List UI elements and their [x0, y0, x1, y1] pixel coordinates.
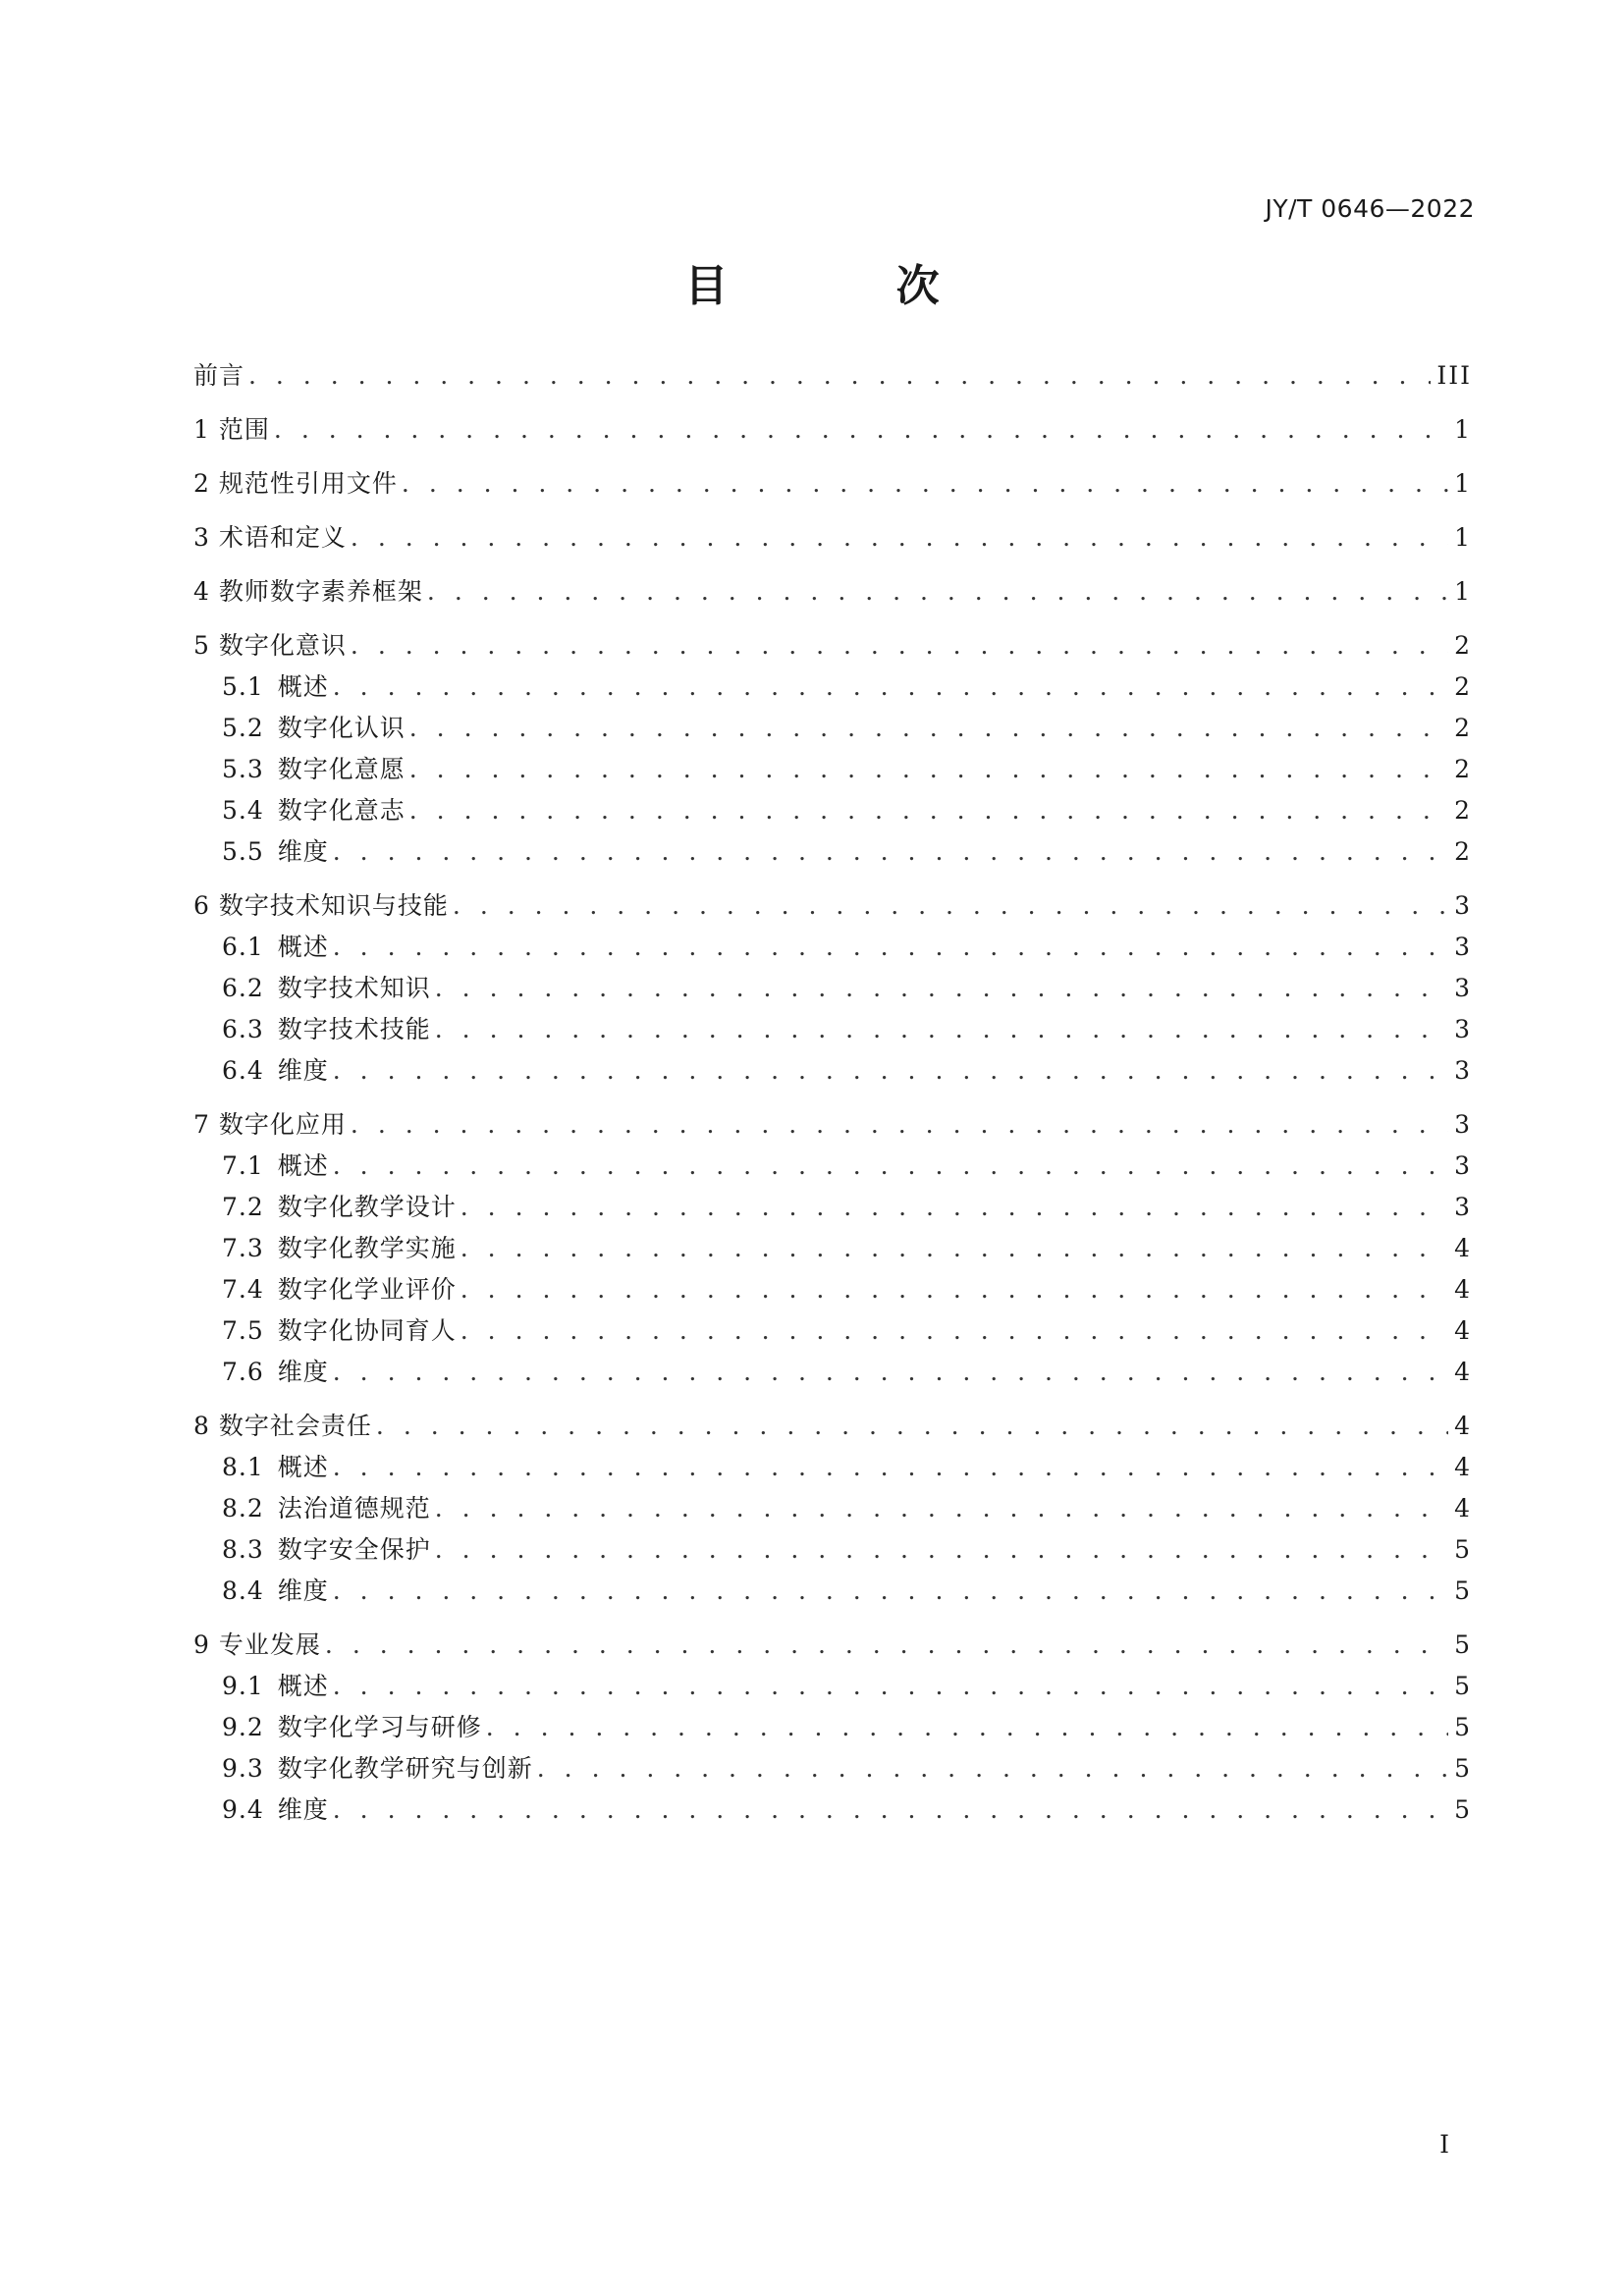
- toc-entry-page: 5: [1454, 1576, 1472, 1605]
- toc-entry-page: 5: [1454, 1672, 1472, 1700]
- toc-dot-leader: [460, 1234, 1448, 1263]
- toc-entry-label: 维度: [277, 1795, 329, 1824]
- toc-dot-leader: [325, 1630, 1448, 1660]
- toc-dot-leader: [333, 1056, 1448, 1086]
- toc-entry-page: 1: [1454, 523, 1472, 552]
- toc-entry[interactable]: [193, 1494, 1472, 1523]
- toc-entry-label: 法治道德规范: [277, 1494, 431, 1522]
- toc-entry-number: 7.1: [222, 1151, 264, 1180]
- toc-entry-number: 6.3: [222, 1015, 264, 1043]
- toc-entry-page: 3: [1454, 1110, 1472, 1139]
- toc-entry-label: 概述: [277, 1453, 329, 1481]
- toc-entry-label: 数字化意志: [277, 796, 406, 825]
- toc-entry-label: 数字技术技能: [277, 1015, 431, 1043]
- toc-entry[interactable]: [193, 1412, 1472, 1441]
- toc-entry-number: 5.1: [222, 672, 264, 701]
- toc-entry-page: 3: [1454, 1056, 1472, 1085]
- toc-entry[interactable]: [193, 714, 1472, 743]
- toc-entry-page: 4: [1454, 1275, 1472, 1304]
- toc-dot-leader: [409, 796, 1448, 826]
- toc-entry-label: 维度: [277, 837, 329, 866]
- standard-code: JY/T 0646—2022: [1265, 194, 1475, 223]
- toc-entry-page: 4: [1454, 1358, 1472, 1386]
- toc-entry[interactable]: [193, 1275, 1472, 1305]
- toc-entry-label: 数字化意识: [218, 631, 347, 660]
- toc-entry-number: 4: [193, 577, 209, 606]
- toc-entry-number: 9.3: [222, 1754, 264, 1783]
- toc-entry-number: 5: [193, 631, 209, 660]
- toc-entry[interactable]: [193, 755, 1472, 784]
- toc-entry-number: 8.1: [222, 1453, 264, 1481]
- toc-entry[interactable]: [193, 1110, 1472, 1140]
- toc-entry-page: 3: [1454, 891, 1472, 920]
- toc-dot-leader: [248, 361, 1431, 391]
- page-number: I: [1439, 2130, 1449, 2159]
- toc-entry-number: 9.2: [222, 1713, 264, 1741]
- toc-entry[interactable]: [193, 1056, 1472, 1086]
- toc-entry-label: 数字化认识: [277, 714, 406, 742]
- toc-dot-leader: [427, 577, 1448, 607]
- toc-entry[interactable]: [193, 796, 1472, 826]
- toc-entry-page: 3: [1454, 1015, 1472, 1043]
- toc-dot-leader: [460, 1193, 1448, 1222]
- toc-entry-page: 3: [1454, 1193, 1472, 1221]
- toc-dot-leader: [460, 1316, 1448, 1346]
- toc-entry[interactable]: [193, 1316, 1472, 1346]
- toc-entry-label: 数字技术知识: [277, 974, 431, 1002]
- toc-dot-leader: [333, 1453, 1448, 1482]
- toc-dot-leader: [351, 523, 1448, 553]
- toc-entry-number: 6: [193, 891, 209, 920]
- toc-entry-page: 4: [1454, 1234, 1472, 1262]
- toc-entry-page: 3: [1454, 1151, 1472, 1180]
- toc-entry-label: 教师数字素养框架: [218, 577, 423, 606]
- toc-entry-number: 8: [193, 1412, 209, 1440]
- toc-entry-number: 9.1: [222, 1672, 264, 1700]
- toc-entry-label: 概述: [277, 672, 329, 701]
- toc-entry[interactable]: [193, 1713, 1472, 1742]
- toc-dot-leader: [435, 1535, 1448, 1565]
- toc-entry[interactable]: [193, 1754, 1472, 1784]
- toc-entry-page: 1: [1454, 469, 1472, 498]
- toc-dot-leader: [486, 1713, 1448, 1742]
- toc-entry[interactable]: [193, 1234, 1472, 1263]
- toc-entry-number: 2: [193, 469, 209, 498]
- toc-entry-page: 5: [1454, 1713, 1472, 1741]
- toc-entry[interactable]: [193, 523, 1472, 553]
- toc-entry-label: 概述: [277, 1672, 329, 1700]
- toc-dot-leader: [333, 837, 1448, 867]
- toc-entry-number: 5.4: [222, 796, 264, 825]
- toc-entry-label: 规范性引用文件: [218, 469, 398, 498]
- toc-entry[interactable]: [193, 1193, 1472, 1222]
- toc-entry-number: 5.2: [222, 714, 264, 742]
- toc-entry-number: 7.3: [222, 1234, 264, 1262]
- toc-entry-label: 维度: [277, 1056, 329, 1085]
- toc-entry-page: 4: [1454, 1412, 1472, 1440]
- toc-entry-label: 数字化应用: [218, 1110, 347, 1139]
- toc-dot-leader: [409, 714, 1448, 743]
- toc-entry-page: 4: [1454, 1453, 1472, 1481]
- toc-entry-label: 数字化教学实施: [277, 1234, 457, 1262]
- toc-entry-page: 4: [1454, 1316, 1472, 1345]
- toc-entry-page: 5: [1454, 1630, 1472, 1659]
- toc-dot-leader: [333, 672, 1448, 702]
- toc-entry-number: 9: [193, 1630, 209, 1659]
- toc-entry-page: 2: [1454, 672, 1472, 701]
- toc-dot-leader: [333, 1358, 1448, 1387]
- toc-dot-leader: [333, 1672, 1448, 1701]
- toc-dot-leader: [333, 933, 1448, 962]
- toc-entry-page: 5: [1454, 1795, 1472, 1824]
- toc-entry-page: 4: [1454, 1494, 1472, 1522]
- toc-entry-label: 数字技术知识与技能: [218, 891, 449, 920]
- toc-dot-leader: [333, 1576, 1448, 1606]
- toc-dot-leader: [402, 469, 1448, 499]
- toc-entry-page: 1: [1454, 577, 1472, 606]
- toc-entry[interactable]: [193, 1015, 1472, 1044]
- toc-entry[interactable]: [193, 1672, 1472, 1701]
- toc-entry[interactable]: [193, 837, 1472, 867]
- toc-entry-label: 术语和定义: [218, 523, 347, 552]
- toc-entry-number: 9.4: [222, 1795, 264, 1824]
- toc-entry-page: III: [1436, 361, 1472, 390]
- toc-entry-label: 数字社会责任: [218, 1412, 372, 1440]
- toc-dot-leader: [435, 974, 1448, 1003]
- toc-entry-number: 5.5: [222, 837, 264, 866]
- toc-entry[interactable]: [193, 1358, 1472, 1387]
- toc-entry-number: 3: [193, 523, 209, 552]
- toc-entry[interactable]: [193, 1576, 1472, 1606]
- toc-entry-label: 数字化教学设计: [277, 1193, 457, 1221]
- toc-dot-leader: [460, 1275, 1448, 1305]
- toc-entry-label: 数字安全保护: [277, 1535, 431, 1564]
- toc-entry-number: 6.2: [222, 974, 264, 1002]
- toc-entry-number: 7.5: [222, 1316, 264, 1345]
- toc-dot-leader: [333, 1151, 1448, 1181]
- toc-entry-page: 2: [1454, 714, 1472, 742]
- toc-dot-leader: [435, 1015, 1448, 1044]
- toc-entry-page: 2: [1454, 837, 1472, 866]
- toc-dot-leader: [333, 1795, 1448, 1825]
- toc-entry-page: 3: [1454, 933, 1472, 961]
- toc-entry-number: 6.1: [222, 933, 264, 961]
- toc-dot-leader: [435, 1494, 1448, 1523]
- toc-entry[interactable]: [193, 1535, 1472, 1565]
- toc-entry-label: 概述: [277, 1151, 329, 1180]
- toc-entry-page: 5: [1454, 1754, 1472, 1783]
- toc-entry[interactable]: [193, 933, 1472, 962]
- table-of-contents: [193, 361, 1472, 1825]
- toc-dot-leader: [537, 1754, 1448, 1784]
- toc-entry-number: 8.2: [222, 1494, 264, 1522]
- toc-entry-number: 7.6: [222, 1358, 264, 1386]
- toc-entry-label: 数字化学习与研修: [277, 1713, 482, 1741]
- toc-entry-number: 7: [193, 1110, 209, 1139]
- toc-dot-leader: [351, 1110, 1448, 1140]
- toc-entry-page: 3: [1454, 974, 1472, 1002]
- toc-dot-leader: [351, 631, 1448, 661]
- toc-entry-label: 维度: [277, 1576, 329, 1605]
- toc-entry[interactable]: [193, 1151, 1472, 1181]
- toc-entry-number: 7.2: [222, 1193, 264, 1221]
- toc-entry[interactable]: [193, 469, 1472, 499]
- toc-dot-leader: [376, 1412, 1448, 1441]
- toc-entry-page: 1: [1454, 415, 1472, 444]
- toc-entry-number: 8.3: [222, 1535, 264, 1564]
- toc-dot-leader: [274, 415, 1448, 445]
- toc-entry-label: 维度: [277, 1358, 329, 1386]
- toc-entry[interactable]: [193, 631, 1472, 661]
- toc-entry-label: 范围: [218, 415, 270, 444]
- toc-entry-number: 1: [193, 415, 209, 444]
- toc-entry-page: 2: [1454, 796, 1472, 825]
- toc-entry[interactable]: [193, 1795, 1472, 1825]
- toc-entry[interactable]: [193, 1630, 1472, 1660]
- toc-entry[interactable]: [193, 672, 1472, 702]
- toc-entry-page: 2: [1454, 631, 1472, 660]
- toc-entry-page: 5: [1454, 1535, 1472, 1564]
- toc-entry-number: 7.4: [222, 1275, 264, 1304]
- toc-entry-number: 6.4: [222, 1056, 264, 1085]
- toc-entry[interactable]: [193, 361, 1472, 391]
- toc-dot-leader: [453, 891, 1448, 921]
- toc-entry-number: 5.3: [222, 755, 264, 783]
- toc-entry[interactable]: [193, 891, 1472, 921]
- toc-entry-label: 专业发展: [218, 1630, 321, 1659]
- toc-entry[interactable]: [193, 577, 1472, 607]
- toc-entry-label: 数字化协同育人: [277, 1316, 457, 1345]
- toc-entry[interactable]: [193, 415, 1472, 445]
- toc-entry-number: 8.4: [222, 1576, 264, 1605]
- toc-entry-label: 数字化学业评价: [277, 1275, 457, 1304]
- toc-entry[interactable]: [193, 1453, 1472, 1482]
- toc-entry-label: 数字化教学研究与创新: [277, 1754, 533, 1783]
- toc-entry-page: 2: [1454, 755, 1472, 783]
- toc-dot-leader: [409, 755, 1448, 784]
- page-title: 目 次: [684, 261, 1016, 311]
- toc-entry-label: 概述: [277, 933, 329, 961]
- toc-entry[interactable]: [193, 974, 1472, 1003]
- toc-entry-label: 前言: [193, 361, 245, 390]
- toc-entry-label: 数字化意愿: [277, 755, 406, 783]
